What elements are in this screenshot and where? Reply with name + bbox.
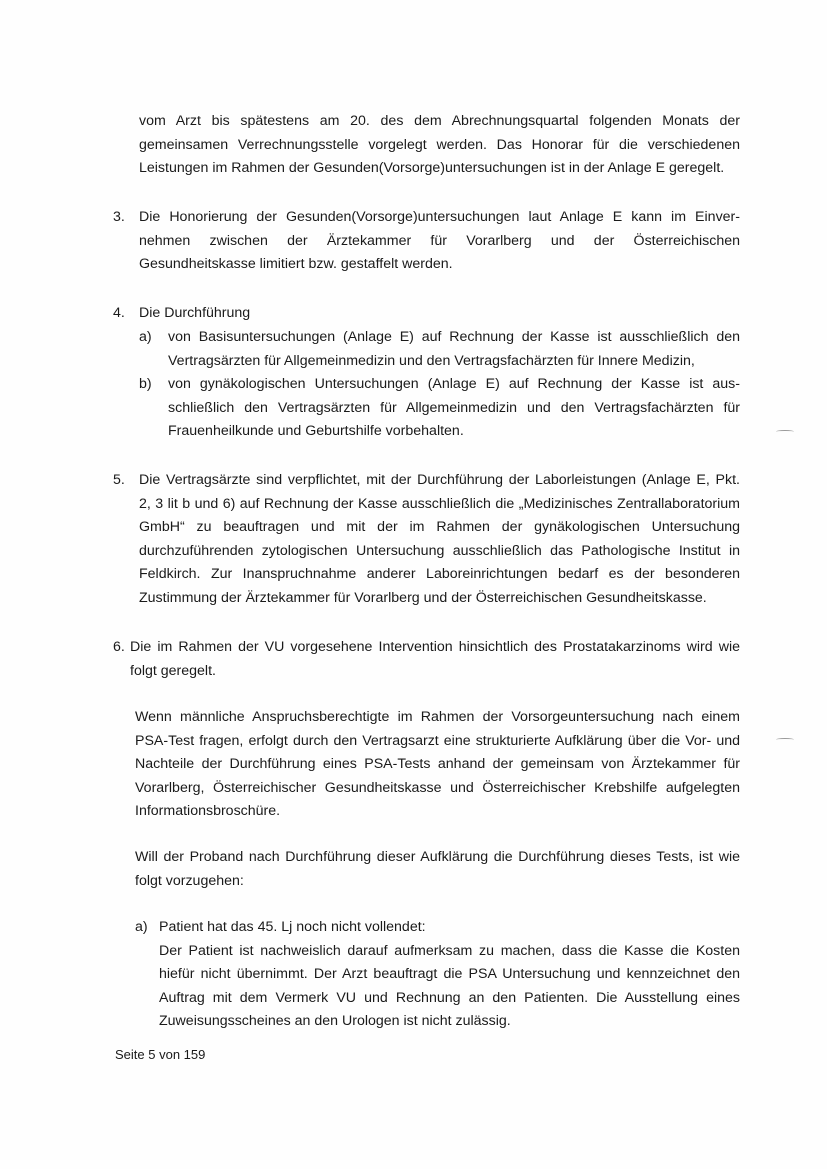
text-line: von Basisuntersuchungen (Anlage E) auf Rechnung der Kasse ist ausschließlich den <box>168 329 740 345</box>
text-line: Die Honorierung der Gesunden(Vorsorge)untersuchungen laut Anlage E kann im Einver- <box>139 209 740 225</box>
text-line: Will der Proband nach Durchführung dieser Aufklärung die Durchführung dieses Tests, ist wie <box>135 849 740 865</box>
item-6-intro <box>130 636 740 683</box>
text-line: Leistungen im Rahmen der Gesunden(Vorsorge)untersuchungen ist in der Anlage E geregelt. <box>139 160 725 176</box>
subitem-label-4b: b) <box>139 376 152 392</box>
subitem-label-4a: a) <box>139 329 152 345</box>
text-line: Feldkirch. Zur Inanspruchnahme anderer Laboreinrichtungen bedarf es der besonderen <box>139 566 740 582</box>
text-line: Zuweisungsscheines an den Urologen ist nicht zulässig. <box>159 1013 511 1029</box>
item-number-5: 5. <box>113 472 125 488</box>
text-line: 2, 3 lit b und 6) auf Rechnung der Kasse ausschließlich die „Medizinisches Zentrallaboratorium <box>139 495 740 512</box>
text-line: folgt vorzugehen: <box>135 872 244 889</box>
text-line: Vertragsärzten für Allgemeinmedizin und den Vertragsfachärzten für Innere Medizin, <box>168 352 695 369</box>
text-line: Informationsbroschüre. <box>135 803 281 819</box>
text-line: folgt geregelt. <box>130 662 216 679</box>
text-line: Die im Rahmen der VU vorgesehene Intervention hinsichtlich des Prostatakarzinoms wird wie <box>130 639 740 655</box>
item-4b-paragraph <box>168 373 740 444</box>
item-5-paragraph <box>139 469 740 610</box>
subitem-label-6a: a) <box>135 919 148 935</box>
text-line: Gesundheitskasse limitiert bzw. gestaffelt werden. <box>139 256 453 272</box>
item-number-3: 3. <box>113 209 125 225</box>
scan-mark <box>776 430 794 433</box>
text-line: Patient hat das 45. Lj noch nicht vollendet: <box>159 919 426 935</box>
item-4-heading <box>139 302 740 326</box>
text-line: Zustimmung der Ärztekammer für Vorarlberg und der Österreichischen Gesundheitskasse. <box>139 589 707 606</box>
item-6a-paragraph <box>159 916 740 1034</box>
text-line: Der Patient ist nachweislich darauf aufmerksam zu machen, dass die Kasse die Kosten <box>159 942 740 959</box>
text-line: vom Arzt bis spätestens am 20. des dem Abrechnungsquartal folgenden Monats der <box>139 113 740 129</box>
page-number-footer: Seite 5 von 159 <box>115 1047 206 1062</box>
text-line: Vorarlberg, Österreichischer Gesundheitskasse und Österreichischer Krebshilfe aufgelegten <box>135 779 740 796</box>
item-6-paragraph-2 <box>135 846 740 893</box>
scan-mark <box>776 738 794 741</box>
text-line: von gynäkologischen Untersuchungen (Anlage E) auf Rechnung der Kasse ist aus- <box>168 376 740 392</box>
item-6-paragraph-1 <box>135 706 740 824</box>
text-line: Die Durchführung <box>139 305 251 321</box>
text-line: Frauenheilkunde und Geburtshilfe vorbehalten. <box>168 423 464 439</box>
text-line: PSA-Test fragen, erfolgt durch den Vertragsarzt eine strukturierte Aufklärung über die Vor- und <box>135 732 740 749</box>
text-line: hiefür nicht übernimmt. Der Arzt beauftragt die PSA Untersuchung und kennzeichnet den <box>159 966 740 982</box>
text-line: Die Vertragsärzte sind verpflichtet, mit der Durchführung der Laborleistungen (Anlage E, Pkt. <box>139 472 740 488</box>
text-line: gemeinsamen Verrechnungsstelle vorgelegt werden. Das Honorar für die verschiedenen <box>139 136 740 153</box>
text-line: Wenn männliche Anspruchsberechtigte im Rahmen der Vorsorgeuntersuchung nach einem <box>135 709 740 725</box>
text-line: durchzuführenden zytologischen Untersuchung ausschließlich das Pathologische Institut in <box>139 542 740 559</box>
text-line: GmbH“ zu beauftragen und mit der im Rahmen der gynäkologischen Untersuchung <box>139 519 740 535</box>
text-line: schließlich den Vertragsärzten für Allgemeinmedizin und den Vertragsfachärzten für <box>168 399 740 416</box>
item-number-6: 6. <box>113 639 125 655</box>
text-line: Nachteile der Durchführung eines PSA-Tests anhand der gemeinsam von Ärztekammer für <box>135 756 740 772</box>
text-line: Auftrag mit dem Vermerk VU und Rechnung an den Patienten. Die Ausstellung eines <box>159 989 740 1006</box>
intro-paragraph <box>139 110 740 181</box>
text-line: nehmen zwischen der Ärztekammer für Vorarlberg und der Österreichischen <box>139 232 740 249</box>
item-number-4: 4. <box>113 305 125 321</box>
item-4a-paragraph <box>168 326 740 373</box>
item-3-paragraph <box>139 206 740 277</box>
